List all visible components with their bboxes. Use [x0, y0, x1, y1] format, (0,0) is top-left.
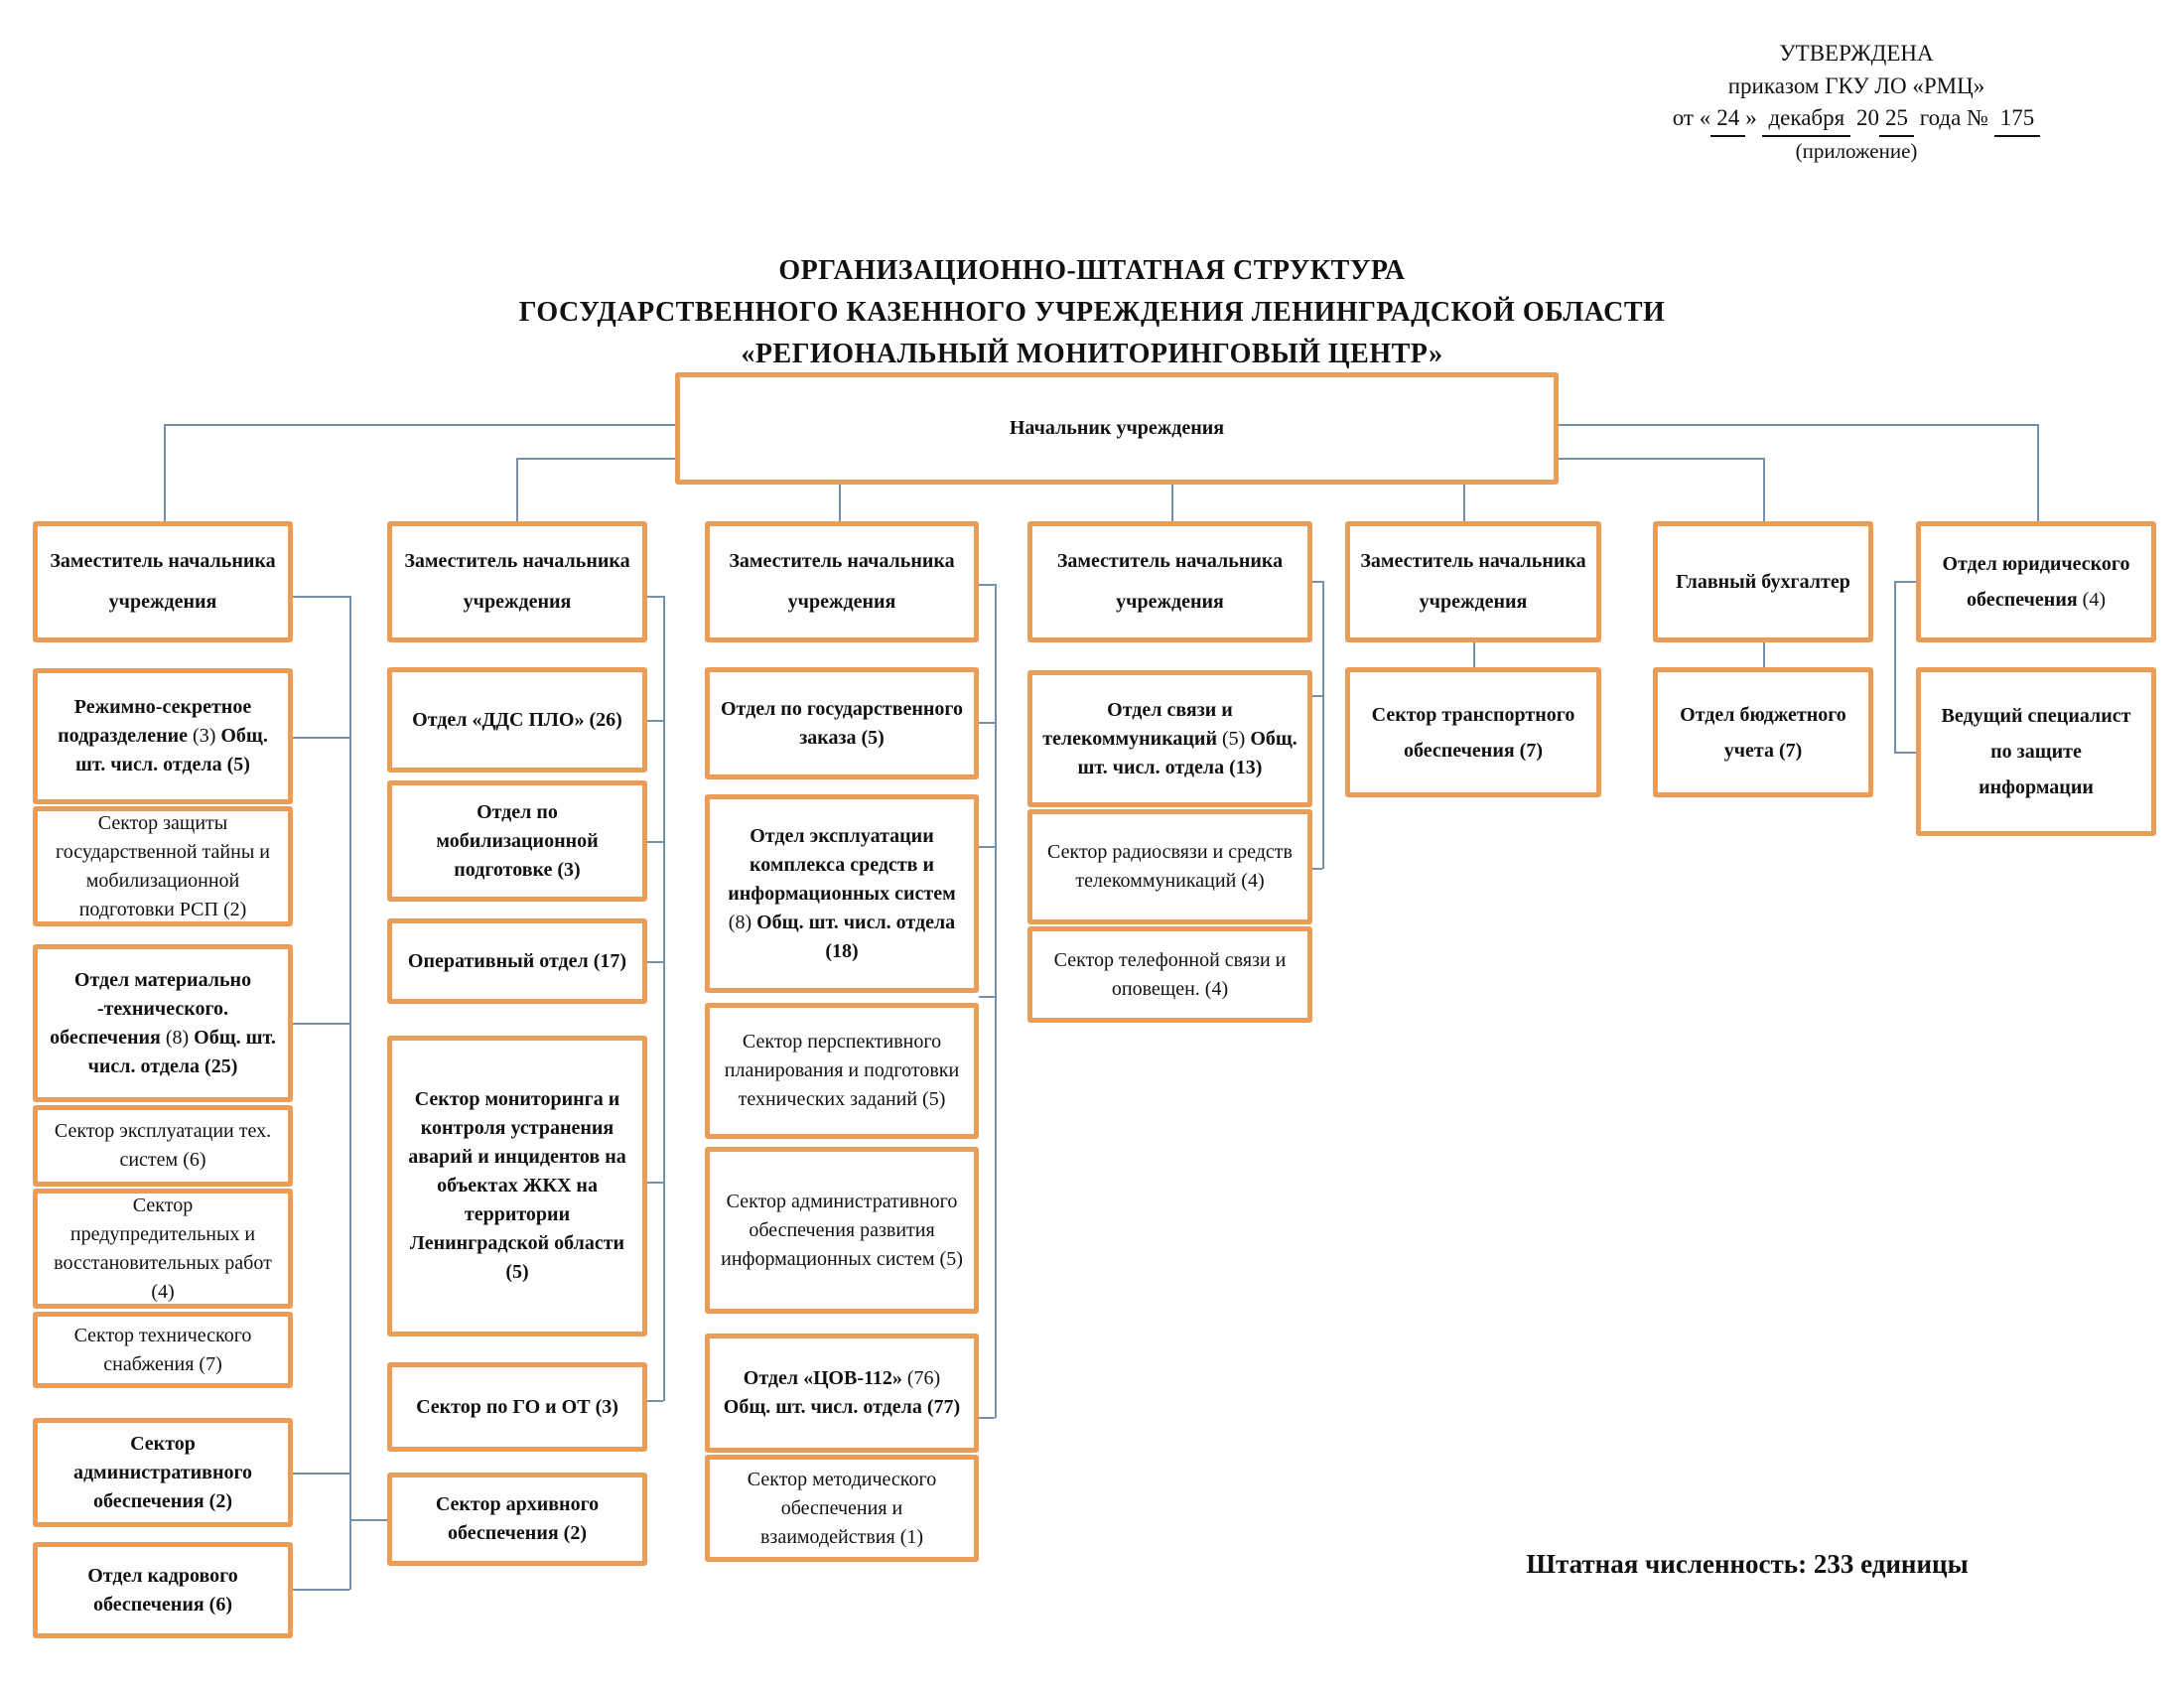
- connector-line: [647, 841, 663, 843]
- connector-line: [1894, 752, 1916, 754]
- org-box-tech-systems-sector: Сектор эксплуатации тех. систем (6): [33, 1105, 293, 1187]
- connector-line: [979, 722, 995, 724]
- connector-line: [293, 596, 349, 598]
- connector-line: [1559, 458, 1763, 460]
- connector-line: [647, 961, 663, 963]
- page-title: [99, 250, 2085, 375]
- org-box-admin-support-sector: Сектор административного обеспечения (2): [33, 1418, 293, 1527]
- org-box-radio-sector: Сектор радиосвязи и средств телекоммуникаций (4): [1027, 809, 1312, 924]
- connector-line: [2037, 424, 2039, 521]
- org-box-deputy-2: Заместитель начальника учреждения: [387, 521, 647, 642]
- page-title-line-2: ГОСУДАРСТВЕННОГО КАЗЕННОГО УЧРЕЖДЕНИЯ ЛЕНИНГРАДСКОЙ ОБЛАСТИ: [518, 297, 1666, 328]
- org-box-legal-dept: Отдел юридического обеспечения (4): [1916, 521, 2156, 642]
- org-box-logistics-dept: Отдел материально -технического. обеспечения (8) Общ. шт. числ. отдела (25): [33, 944, 293, 1102]
- org-box-deputy-3: Заместитель начальника учреждения: [705, 521, 979, 642]
- org-box-chief-accountant: Главный бухгалтер: [1653, 521, 1873, 642]
- connector-line: [293, 1589, 349, 1591]
- connector-line: [647, 1182, 663, 1184]
- org-box-deputy-5: Заместитель начальника учреждения: [1345, 521, 1601, 642]
- org-box-hr-dept: Отдел кадрового обеспечения (6): [33, 1542, 293, 1638]
- org-box-secret-regime-unit: Режимно-секретное подразделение (3) Общ. шт. числ. отдела (5): [33, 668, 293, 804]
- approval-line-3: от «24» декабря 2025 года № 175: [1529, 102, 2184, 137]
- connector-line: [1763, 642, 1765, 667]
- page-title-line-1: ОРГАНИЗАЦИОННО-ШТАТНАЯ СТРУКТУРА: [778, 255, 1406, 286]
- connector-line: [293, 737, 349, 739]
- org-box-telecom-dept: Отдел связи и телекоммуникаций (5) Общ. шт. числ. отдела (13): [1027, 670, 1312, 807]
- connector-line: [164, 424, 675, 426]
- org-box-deputy-1: Заместитель начальника учреждения: [33, 521, 293, 642]
- org-box-mobilization-dept: Отдел по мобилизационной подготовке (3): [387, 780, 647, 902]
- org-box-state-secret-sector: Сектор защиты государственной тайны и мобилизационной подготовки РСП (2): [33, 806, 293, 926]
- connector-line: [1322, 581, 1324, 869]
- connector-line: [1463, 485, 1465, 521]
- org-box-cov112-dept: Отдел «ЦОВ-112» (76) Общ. шт. числ. отдела (77): [705, 1334, 979, 1453]
- connector-line: [293, 1473, 349, 1475]
- connector-line: [516, 458, 675, 460]
- org-box-telephone-sector: Сектор телефонной связи и оповещен. (4): [1027, 926, 1312, 1023]
- org-box-preventive-works-sector: Сектор предупредительных и восстановительных работ (4): [33, 1189, 293, 1309]
- connector-line: [1894, 581, 1916, 583]
- org-box-info-security-specialist: Ведущий специалист по защите информации: [1916, 667, 2156, 836]
- approval-line-4: (приложение): [1795, 138, 1918, 163]
- connector-line: [1312, 581, 1322, 583]
- approval-line-2: приказом ГКУ ЛО «РМЦ»: [1727, 72, 1985, 98]
- org-box-deputy-4: Заместитель начальника учреждения: [1027, 521, 1312, 642]
- approval-line-1: УТВЕРЖДЕНА: [1779, 41, 1934, 66]
- connector-line: [979, 846, 995, 848]
- connector-line: [1559, 424, 2037, 426]
- connector-line: [1894, 581, 1896, 753]
- connector-line: [1473, 642, 1475, 667]
- connector-line: [979, 1417, 995, 1419]
- org-box-go-ot-sector: Сектор по ГО и ОТ (3): [387, 1362, 647, 1452]
- connector-line: [647, 596, 663, 598]
- connector-line: [1312, 868, 1322, 870]
- connector-line: [293, 1023, 349, 1025]
- approval-block: [1529, 38, 2184, 167]
- connector-line: [979, 584, 995, 586]
- org-box-info-systems-dept: Отдел эксплуатации комплекса средств и информационных систем (8) Общ. шт. числ. отдела (18): [705, 794, 979, 993]
- connector-line: [995, 584, 997, 1418]
- connector-line: [349, 596, 351, 1590]
- org-box-dds-plo-dept: Отдел «ДДС ПЛО» (26): [387, 667, 647, 773]
- org-box-tech-supply-sector: Сектор технического снабжения (7): [33, 1312, 293, 1388]
- connector-line: [647, 720, 663, 722]
- org-box-operations-dept: Оперативный отдел (17): [387, 918, 647, 1004]
- org-box-methodology-sector: Сектор методического обеспечения и взаимодействия (1): [705, 1455, 979, 1562]
- page-title-line-3: «РЕГИОНАЛЬНЫЙ МОНИТОРИНГОВЫЙ ЦЕНТР»: [741, 339, 1443, 369]
- connector-line: [164, 424, 166, 521]
- org-box-planning-sector: Сектор перспективного планирования и подготовки технических заданий (5): [705, 1003, 979, 1139]
- org-box-monitoring-control-sector: Сектор мониторинга и контроля устранения аварий и инцидентов на объектах ЖКХ на территории Ленинградской области (5): [387, 1036, 647, 1336]
- connector-line: [1171, 485, 1173, 521]
- connector-line: [516, 458, 518, 521]
- org-box-infosys-development-sector: Сектор административного обеспечения развития информационных систем (5): [705, 1147, 979, 1314]
- headcount-total: Штатная численность: 233 единицы: [1526, 1549, 1969, 1579]
- connector-line: [1763, 458, 1765, 521]
- org-box-transport-sector: Сектор транспортного обеспечения (7): [1345, 667, 1601, 797]
- org-box-archive-sector: Сектор архивного обеспечения (2): [387, 1473, 647, 1566]
- connector-line: [1312, 695, 1322, 697]
- org-box-budget-accounting-dept: Отдел бюджетного учета (7): [1653, 667, 1873, 797]
- org-box-state-order-dept: Отдел по государственного заказа (5): [705, 667, 979, 779]
- connector-line: [349, 1519, 387, 1521]
- connector-line: [647, 1400, 663, 1402]
- org-box-chief: Начальник учреждения: [675, 372, 1559, 485]
- connector-line: [979, 996, 995, 998]
- connector-line: [663, 596, 665, 1401]
- connector-line: [839, 485, 841, 521]
